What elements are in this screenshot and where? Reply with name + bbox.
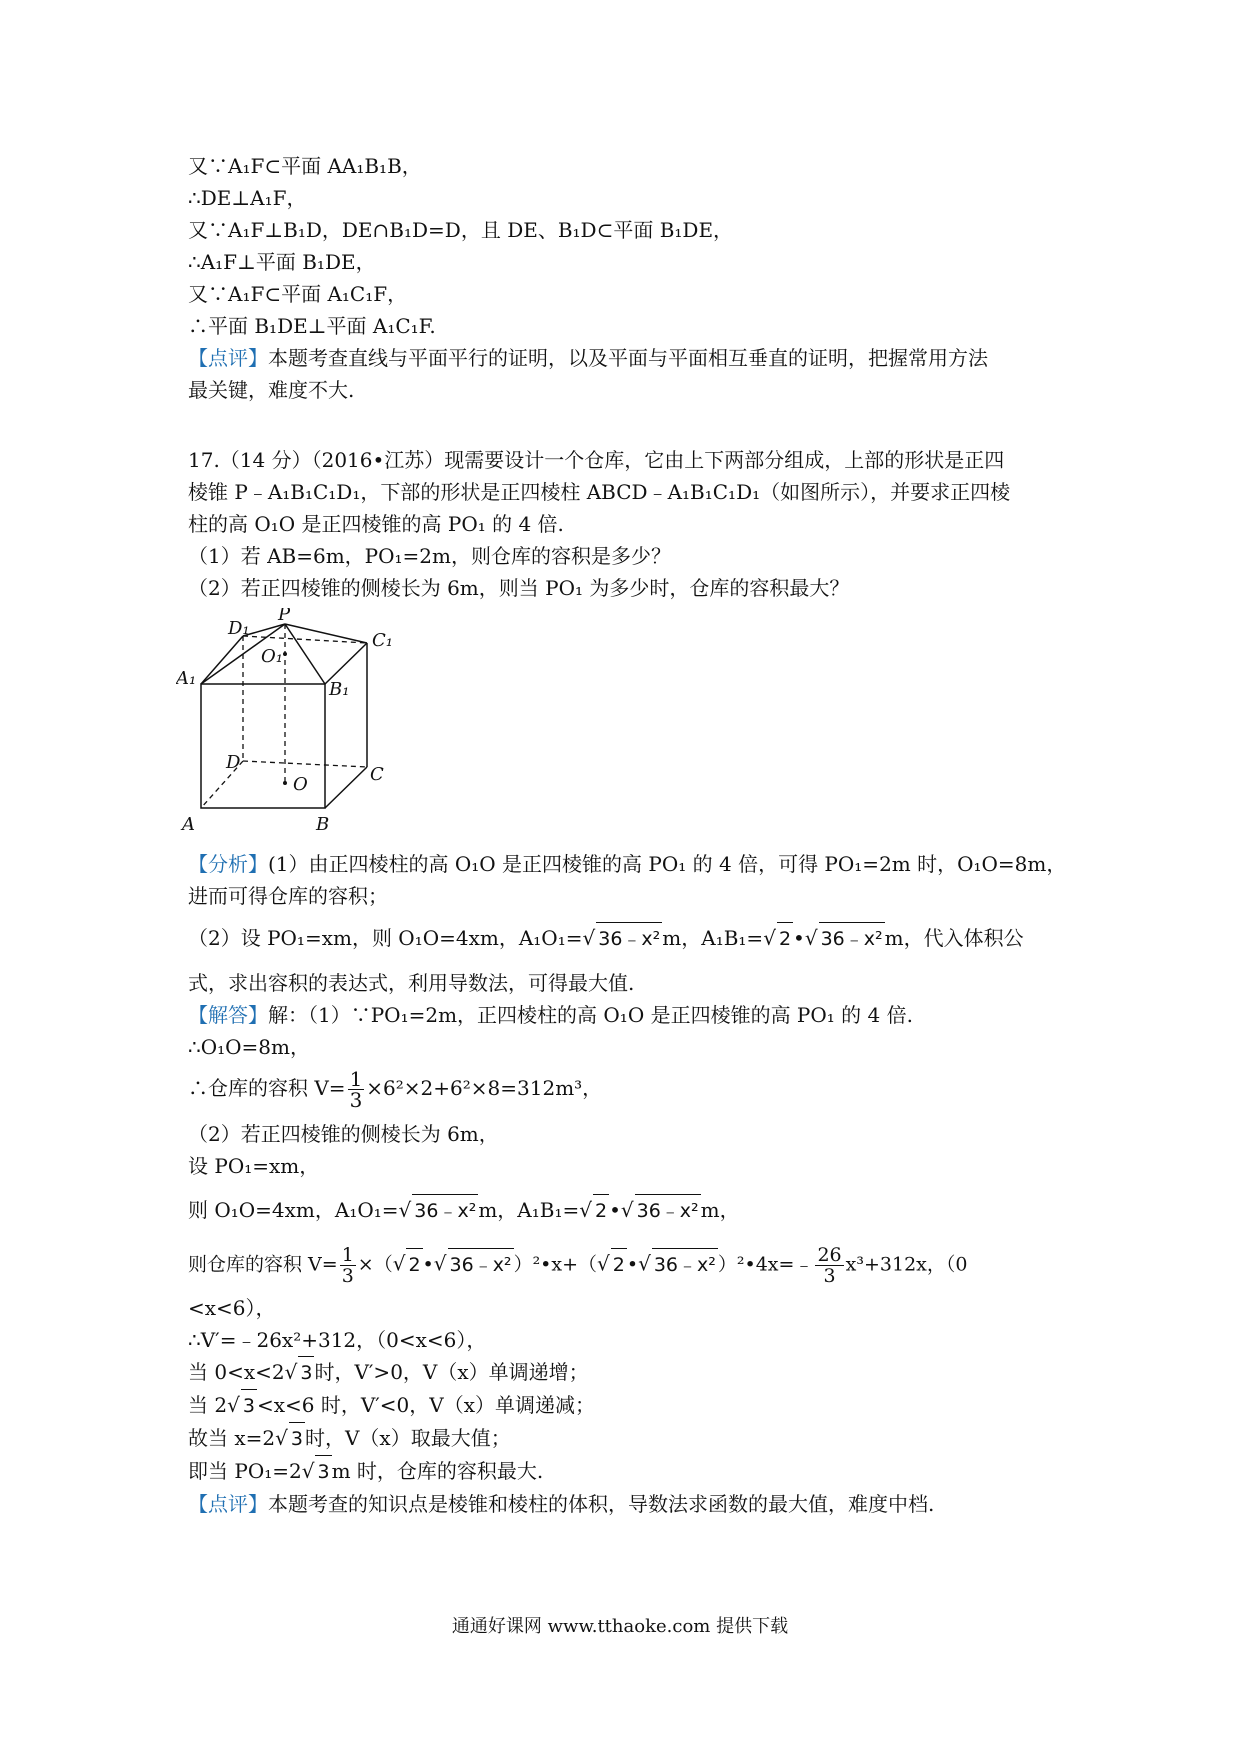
solution-text: ）²•x+（ bbox=[513, 1253, 598, 1276]
analysis-text: m，代入体积公 bbox=[884, 926, 1024, 950]
hidden-edge-dc bbox=[243, 761, 367, 767]
point-o bbox=[283, 781, 287, 785]
solution-text: 当 0<x<2 bbox=[188, 1360, 285, 1384]
label-p: P bbox=[278, 608, 291, 625]
sqrt-symbol: √ bbox=[579, 1198, 592, 1222]
analysis-block bbox=[188, 848, 1068, 880]
document-page bbox=[176, 150, 1068, 1520]
edge-bc bbox=[325, 767, 367, 808]
fraction-one-third bbox=[340, 1245, 356, 1286]
numerator: 1 bbox=[349, 1067, 363, 1091]
solution-text: <x<6）， bbox=[188, 1296, 276, 1320]
comment-text-continued: 最关键，难度不大. bbox=[188, 378, 355, 402]
radicand: 2 bbox=[406, 1248, 422, 1281]
fraction-26-thirds bbox=[815, 1245, 843, 1286]
solution-text: 解：（1）∵PO₁=2m，正四棱柱的高 O₁O 是正四棱锥的高 PO₁ 的 4 倍. bbox=[268, 1003, 913, 1027]
solution-text: 则仓库的容积 V= bbox=[188, 1253, 338, 1276]
dot-operator: • bbox=[626, 1253, 639, 1276]
solution-text: ∴仓库的容积 V= bbox=[188, 1076, 346, 1100]
solution-text: x³+312x，（0 bbox=[845, 1253, 968, 1276]
solution-monotonic-line bbox=[188, 1389, 1068, 1422]
label-o1: O₁ bbox=[261, 646, 283, 667]
sqrt-symbol: √ bbox=[227, 1393, 240, 1417]
pyramid-prism-figure bbox=[176, 608, 416, 848]
radicand: 2 bbox=[611, 1248, 627, 1281]
dot-operator: • bbox=[422, 1253, 434, 1276]
denominator: 3 bbox=[341, 1265, 354, 1287]
solution-text: ）²•4x=﹣ bbox=[717, 1253, 814, 1276]
label-a: A bbox=[182, 814, 195, 835]
analysis-tag: 【分析】 bbox=[188, 852, 268, 876]
sqrt-symbol: √ bbox=[392, 1251, 406, 1276]
sqrt-symbol: √ bbox=[582, 926, 596, 950]
label-d: D bbox=[226, 752, 241, 773]
edge-b1c1 bbox=[325, 643, 367, 684]
analysis-text: 式，求出容积的表达式，利用导数法，可得最大值. bbox=[188, 971, 635, 995]
solution-text: 故当 x=2 bbox=[188, 1426, 276, 1450]
solution-text: m， bbox=[700, 1198, 740, 1222]
sqrt-symbol: √ bbox=[275, 1426, 288, 1450]
question-2: （2）若正四棱锥的侧棱长为 6m，则当 PO₁ 为多少时，仓库的容积最大？ bbox=[188, 576, 850, 600]
dot-operator: • bbox=[609, 1198, 621, 1222]
label-c1: C₁ bbox=[372, 630, 393, 651]
label-o: O bbox=[293, 774, 308, 795]
solution-text: （2）若正四棱锥的侧棱长为 6m， bbox=[188, 1122, 499, 1146]
radicand: 36﹣x² bbox=[635, 1194, 701, 1227]
question-1: （1）若 AB=6m，PO₁=2m，则仓库的容积是多少？ bbox=[188, 544, 671, 568]
comment-block bbox=[188, 342, 1068, 374]
solution-text: ×6²×2+6²×8=312m³， bbox=[366, 1076, 603, 1100]
hidden-edge-d1c1 bbox=[243, 636, 367, 643]
numerator: 26 bbox=[817, 1244, 842, 1266]
dot-operator: • bbox=[793, 926, 805, 950]
radicand: 3 bbox=[241, 1389, 257, 1422]
label-b: B bbox=[316, 814, 330, 835]
sqrt-symbol: √ bbox=[804, 926, 818, 950]
solution-formula-line bbox=[188, 1194, 1068, 1227]
analysis-text: (1）由正四棱柱的高 O₁O 是正四棱锥的高 PO₁ 的 4 倍，可得 PO₁=2m 时，O₁O=8m， bbox=[268, 852, 1067, 876]
problem-statement: 棱锥 P﹣A₁B₁C₁D₁，下部的形状是正四棱柱 ABCD﹣A₁B₁C₁D₁（如图所示），并要求正四棱 bbox=[188, 480, 1011, 504]
solution-text: 当 2 bbox=[188, 1393, 228, 1417]
sqrt-symbol: √ bbox=[398, 1198, 412, 1222]
solution-block bbox=[188, 999, 1068, 1031]
sqrt-symbol: √ bbox=[620, 1198, 634, 1222]
solution-text: 则 O₁O=4xm，A₁O₁= bbox=[188, 1198, 399, 1222]
proof-line: 又∵A₁F⊥B₁D，DE∩B₁D=D，且 DE、B₁D⊂平面 B₁DE， bbox=[188, 218, 734, 242]
solution-text: m，A₁B₁= bbox=[478, 1198, 580, 1222]
label-a1: A₁ bbox=[176, 668, 197, 689]
radicand: 2 bbox=[593, 1194, 609, 1227]
solution-conclusion-line bbox=[188, 1455, 1068, 1488]
radicand: 3 bbox=[289, 1422, 305, 1455]
problem-statement: 柱的高 O₁O 是正四棱锥的高 PO₁ 的 4 倍. bbox=[188, 512, 564, 536]
point-o1 bbox=[283, 652, 287, 656]
denominator: 3 bbox=[823, 1265, 836, 1287]
proof-line: 又∵A₁F⊂平面 A₁C₁F， bbox=[188, 282, 408, 306]
solution-text: 设 PO₁=xm， bbox=[188, 1154, 320, 1178]
radicand: 3 bbox=[315, 1455, 331, 1488]
solution-text: 即当 PO₁=2 bbox=[188, 1459, 302, 1483]
problem-statement: 17.（14 分）（2016•江苏）现需要设计一个仓库，它由上下两部分组成，上部的形状是正四 bbox=[188, 448, 1005, 472]
solution-text: 时，V′>0，V（x）单调递增； bbox=[314, 1360, 589, 1384]
solution-tag: 【解答】 bbox=[188, 1003, 268, 1027]
proof-line: ∴平面 B₁DE⊥平面 A₁C₁F. bbox=[188, 314, 436, 338]
comment-text: 本题考查的知识点是棱锥和棱柱的体积，导数法求函数的最大值，难度中档. bbox=[268, 1492, 935, 1516]
label-c: C bbox=[370, 764, 384, 785]
radicand: 2 bbox=[777, 922, 793, 955]
solution-monotonic-line bbox=[188, 1356, 1068, 1389]
comment-tag: 【点评】 bbox=[188, 1492, 268, 1516]
comment-tag: 【点评】 bbox=[188, 346, 268, 370]
sqrt-symbol: √ bbox=[433, 1251, 447, 1276]
proof-line: ∴DE⊥A₁F， bbox=[188, 186, 307, 210]
label-b1: B₁ bbox=[329, 679, 350, 700]
solution-volume-line bbox=[188, 1069, 1068, 1110]
analysis-text: （2）设 PO₁=xm，则 O₁O=4xm，A₁O₁= bbox=[188, 926, 583, 950]
figure-svg bbox=[176, 608, 416, 848]
comment-text: 本题考查直线与平面平行的证明，以及平面与平面相互垂直的证明，把握常用方法 bbox=[268, 346, 988, 370]
denominator: 3 bbox=[349, 1088, 363, 1112]
radicand: 36﹣x² bbox=[596, 922, 662, 955]
numerator: 1 bbox=[341, 1244, 354, 1266]
edge-a1d1 bbox=[201, 636, 243, 684]
comment-block bbox=[188, 1488, 1068, 1520]
solution-text: ∴O₁O=8m， bbox=[188, 1035, 310, 1059]
solution-text: ×（ bbox=[357, 1253, 393, 1276]
sqrt-symbol: √ bbox=[638, 1251, 651, 1276]
sqrt-symbol: √ bbox=[597, 1251, 610, 1276]
sqrt-symbol: √ bbox=[763, 926, 776, 950]
sqrt-symbol: √ bbox=[301, 1459, 315, 1483]
solution-volume-function-line bbox=[188, 1245, 1068, 1286]
radicand: 36﹣x² bbox=[412, 1194, 478, 1227]
solution-max-line bbox=[188, 1422, 1068, 1455]
analysis-text: 进而可得仓库的容积； bbox=[188, 884, 388, 908]
radicand: 3 bbox=[298, 1356, 314, 1389]
page-footer: 通通好课网 www.tthaoke.com 提供下载 bbox=[451, 1616, 789, 1637]
proof-line: 又∵A₁F⊂平面 AA₁B₁B， bbox=[188, 154, 422, 178]
solution-text: m 时，仓库的容积最大. bbox=[331, 1459, 544, 1483]
radicand: 36﹣x² bbox=[448, 1248, 514, 1281]
edge-pb1 bbox=[285, 624, 325, 684]
analysis-formula-line bbox=[188, 922, 1068, 955]
radicand: 36﹣x² bbox=[652, 1248, 718, 1281]
proof-line: ∴A₁F⊥平面 B₁DE， bbox=[188, 250, 376, 274]
analysis-text: m，A₁B₁= bbox=[662, 926, 764, 950]
fraction-one-third bbox=[348, 1069, 365, 1110]
solution-text: ∴V′=﹣26x²+312，（0<x<6）， bbox=[188, 1328, 487, 1352]
solution-text: 时，V（x）取最大值； bbox=[304, 1426, 511, 1450]
radicand: 36﹣x² bbox=[819, 922, 885, 955]
solution-text: <x<6 时，V′<0，V（x）单调递减； bbox=[256, 1393, 596, 1417]
label-d1: D₁ bbox=[228, 618, 250, 639]
sqrt-symbol: √ bbox=[284, 1360, 298, 1384]
